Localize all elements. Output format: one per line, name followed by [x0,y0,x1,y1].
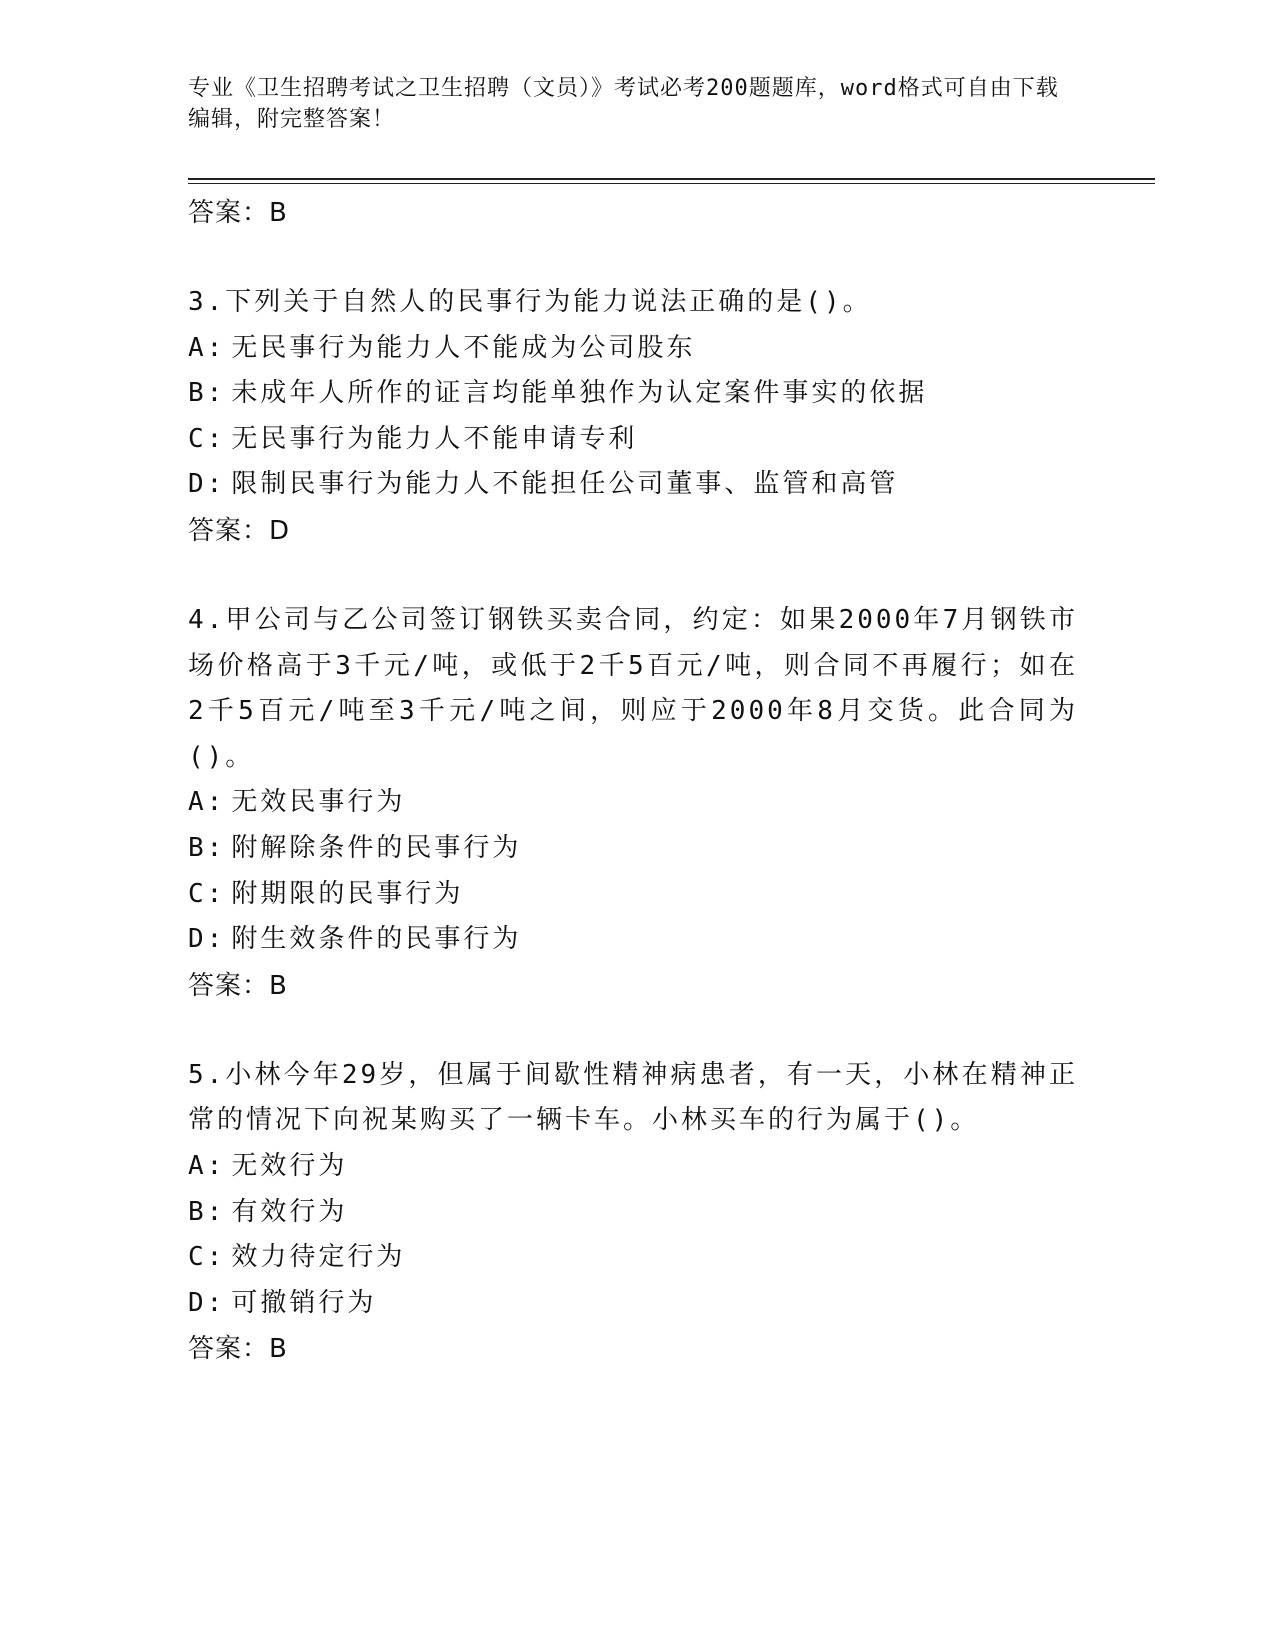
option-d [188,917,1088,963]
option-a [188,780,1088,826]
option-text: 效力待定行为 [231,1242,406,1273]
option-text: 无效行为 [231,1150,348,1181]
option-b [188,1190,1088,1236]
answer-line: 答案：B [188,198,288,228]
option-key: C: [188,878,226,909]
question-4 [188,598,1088,1009]
question-stem: 3.下列关于自然人的民事行为能力说法正确的是()。 [188,287,872,317]
question-list [188,190,1088,1372]
option-key: D: [188,924,226,955]
option-key: D: [188,469,226,500]
option-key: A: [188,787,226,818]
option-d [188,462,1088,508]
header-divider-thick [188,178,1155,180]
option-c [188,1235,1088,1281]
option-key: B: [188,1196,226,1227]
option-key: B: [188,832,226,863]
question-5 [188,1053,1088,1373]
option-key: C: [188,423,226,454]
answer-line: 答案：B [188,1334,288,1365]
option-c [188,417,1088,463]
document-header: 专业《卫生招聘考试之卫生招聘（文员）》考试必考200题题库，word格式可自由下载编辑，附完整答案！ [188,76,1059,132]
option-key: A: [188,332,226,363]
option-b [188,826,1088,872]
option-text: 未成年人所作的证言均能单独作为认定案件事实的依据 [231,378,928,409]
option-text: 无民事行为能力人不能成为公司股东 [231,332,696,363]
option-key: A: [188,1150,226,1181]
question-stem: 4.甲公司与乙公司签订钢铁买卖合同，约定：如果2000年7月钢铁市场价格高于3千元/吨，或低于2千5百元/吨，则合同不再履行；如在2千5百元/吨至3千元/吨之间，则应于2000年8月交货。此合同为()。 [188,604,1078,772]
option-key: D: [188,1287,226,1318]
option-text: 无效民事行为 [231,787,406,818]
option-text: 可撤销行为 [231,1287,377,1318]
option-text: 限制民事行为能力人不能担任公司董事、监管和高管 [231,469,899,500]
option-text: 附生效条件的民事行为 [231,924,522,955]
option-b [188,371,1088,417]
header-divider-thin [188,183,1155,184]
option-text: 无民事行为能力人不能申请专利 [231,423,638,454]
question-3 [188,280,1088,554]
option-text: 附期限的民事行为 [231,878,464,909]
question-stem: 5.小林今年29岁，但属于间歇性精神病患者，有一天，小林在精神正常的情况下向祝某购买了一辆卡车。小林买车的行为属于()。 [188,1059,1078,1136]
option-d [188,1281,1088,1327]
option-text: 有效行为 [231,1196,348,1227]
option-key: B: [188,378,226,409]
answer-line: 答案：B [188,970,288,1001]
option-a [188,326,1088,372]
option-c [188,872,1088,918]
answer-line: 答案：D [188,515,291,546]
option-key: C: [188,1242,226,1273]
option-text: 附解除条件的民事行为 [231,832,522,863]
option-a [188,1144,1088,1190]
